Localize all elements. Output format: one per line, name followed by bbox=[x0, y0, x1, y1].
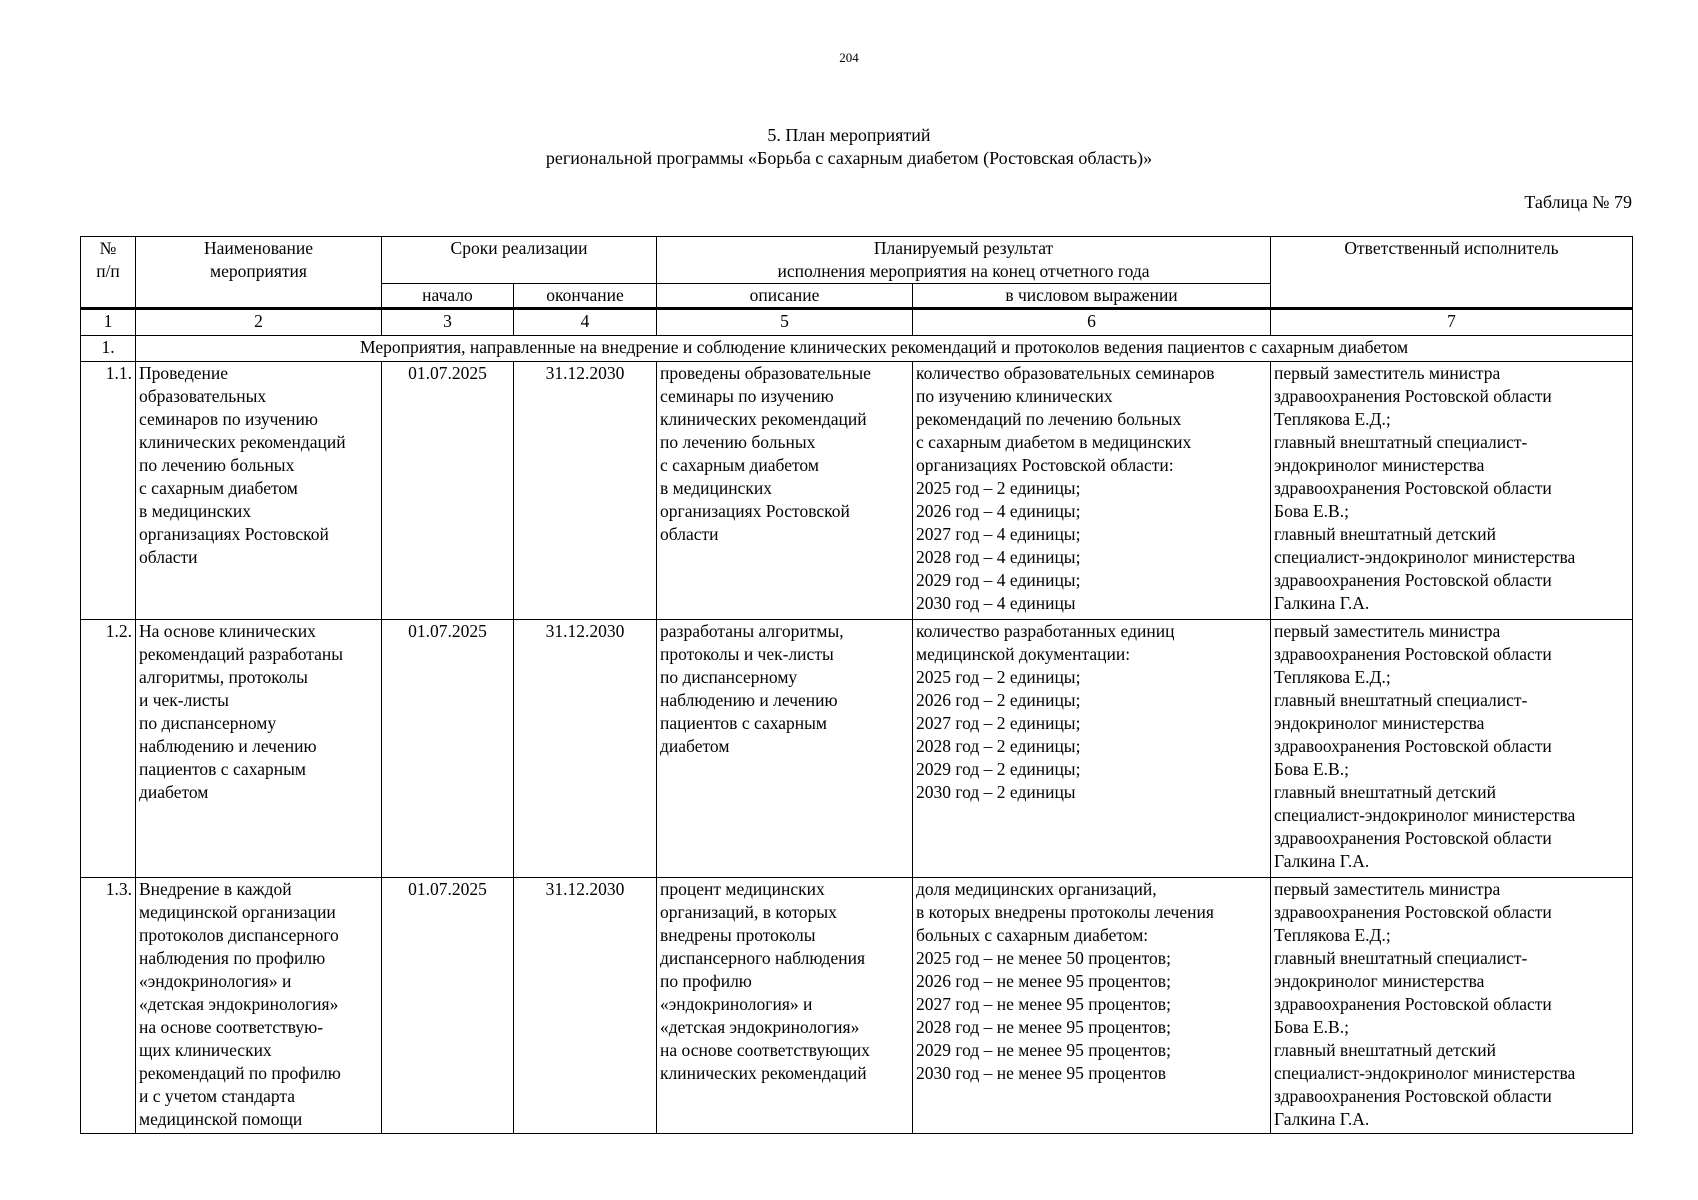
responsible-executor bbox=[1271, 362, 1633, 620]
responsible-line: Галкина Г.А. bbox=[1274, 851, 1370, 871]
title-line-1: 5. План мероприятий bbox=[767, 125, 931, 145]
column-number-row bbox=[81, 309, 1633, 336]
header-num-line: п/п bbox=[96, 261, 120, 281]
result-numeric-line: 2026 год – 2 единицы; bbox=[916, 690, 1081, 710]
result-description-line: диспансерного наблюдения bbox=[660, 948, 865, 968]
start-date: 01.07.2025 bbox=[382, 620, 514, 878]
responsible-line: главный внештатный детский bbox=[1274, 524, 1497, 544]
result-numeric-line: больных с сахарным диабетом: bbox=[916, 925, 1149, 945]
responsible-line: Бова Е.В.; bbox=[1274, 759, 1349, 779]
responsible-line: здравоохранения Ростовской области bbox=[1274, 828, 1552, 848]
result-description bbox=[657, 620, 913, 878]
header-period-end: окончание bbox=[514, 284, 657, 309]
event-name-line: «детская эндокринология» bbox=[139, 994, 339, 1014]
result-numeric-line: 2025 год – не менее 50 процентов; bbox=[916, 948, 1171, 968]
result-numeric-line: 2029 год – 4 единицы; bbox=[916, 570, 1081, 590]
result-numeric-line: количество образовательных семинаров bbox=[916, 363, 1215, 383]
result-numeric bbox=[913, 878, 1271, 1134]
header-num bbox=[81, 237, 136, 309]
header-name-line: мероприятия bbox=[210, 261, 307, 281]
plan-table bbox=[80, 236, 1633, 1134]
event-name-line: образовательных bbox=[139, 386, 267, 406]
result-description bbox=[657, 362, 913, 620]
header-num-line: № bbox=[99, 238, 117, 258]
responsible-line: специалист-эндокринолог министерства bbox=[1274, 805, 1576, 825]
responsible-line: Теплякова Е.Д.; bbox=[1274, 409, 1391, 429]
event-name-line: с сахарным диабетом bbox=[139, 478, 298, 498]
row-number: 1.3. bbox=[81, 878, 136, 1134]
row-number: 1.1. bbox=[81, 362, 136, 620]
event-name-line: по диспансерному bbox=[139, 713, 277, 733]
result-description bbox=[657, 878, 913, 1134]
responsible-line: здравоохранения Ростовской области bbox=[1274, 736, 1552, 756]
event-name-line: Внедрение в каждой bbox=[139, 879, 292, 899]
responsible-line: Галкина Г.А. bbox=[1274, 593, 1370, 613]
result-numeric-line: 2029 год – не менее 95 процентов; bbox=[916, 1040, 1171, 1060]
event-name-line: по лечению больных bbox=[139, 455, 295, 475]
result-description-line: «эндокринология» и bbox=[660, 994, 813, 1014]
event-name-line: организациях Ростовской bbox=[139, 524, 329, 544]
section-row bbox=[81, 336, 1633, 362]
responsible-line: специалист-эндокринолог министерства bbox=[1274, 1063, 1576, 1083]
responsible-line: специалист-эндокринолог министерства bbox=[1274, 547, 1576, 567]
result-numeric bbox=[913, 620, 1271, 878]
event-name-line: медицинской организации bbox=[139, 902, 336, 922]
result-numeric-line: 2030 год – не менее 95 процентов bbox=[916, 1063, 1167, 1083]
start-date: 01.07.2025 bbox=[382, 362, 514, 620]
column-number: 5 bbox=[657, 309, 913, 336]
result-description-line: клинических рекомендаций bbox=[660, 409, 867, 429]
event-name-line: На основе клинических bbox=[139, 621, 316, 641]
result-numeric-line: в которых внедрены протоколы лечения bbox=[916, 902, 1214, 922]
result-description-line: по профилю bbox=[660, 971, 752, 991]
result-numeric-line: 2026 год – 4 единицы; bbox=[916, 501, 1081, 521]
responsible-line: главный внештатный детский bbox=[1274, 782, 1497, 802]
responsible-executor bbox=[1271, 878, 1633, 1134]
result-numeric-line: 2030 год – 4 единицы bbox=[916, 593, 1076, 613]
header-period: Сроки реализации bbox=[382, 237, 657, 284]
result-numeric-line: 2028 год – 2 единицы; bbox=[916, 736, 1081, 756]
event-name-line: протоколов диспансерного bbox=[139, 925, 339, 945]
column-number: 1 bbox=[81, 309, 136, 336]
responsible-line: здравоохранения Ростовской области bbox=[1274, 570, 1552, 590]
table-row bbox=[81, 620, 1633, 878]
header-row-1 bbox=[81, 237, 1633, 284]
result-description-line: процент медицинских bbox=[660, 879, 825, 899]
event-name-line: семинаров по изучению bbox=[139, 409, 318, 429]
responsible-line: первый заместитель министра bbox=[1274, 621, 1501, 641]
responsible-line: здравоохранения Ростовской области bbox=[1274, 478, 1552, 498]
table-body bbox=[81, 362, 1633, 1134]
result-description-line: организаций, в которых bbox=[660, 902, 837, 922]
result-description-line: на основе соответствующих bbox=[660, 1040, 870, 1060]
result-description-line: проведены образовательные bbox=[660, 363, 871, 383]
responsible-line: Теплякова Е.Д.; bbox=[1274, 925, 1391, 945]
responsible-line: главный внештатный специалист- bbox=[1274, 432, 1528, 452]
event-name-line: рекомендаций разработаны bbox=[139, 644, 344, 664]
event-name-line: и с учетом стандарта bbox=[139, 1086, 296, 1106]
event-name bbox=[136, 878, 382, 1134]
header-responsible: Ответственный исполнитель bbox=[1271, 237, 1633, 309]
result-numeric-line: рекомендаций по лечению больных bbox=[916, 409, 1182, 429]
responsible-line: эндокринолог министерства bbox=[1274, 971, 1485, 991]
result-description-line: области bbox=[660, 524, 719, 544]
event-name-line: наблюдения по профилю bbox=[139, 948, 326, 968]
event-name-line: щих клинических bbox=[139, 1040, 272, 1060]
title-line-2: региональной программы «Борьба с сахарным диабетом (Ростовская область)» bbox=[545, 148, 1153, 168]
responsible-line: главный внештатный специалист- bbox=[1274, 948, 1528, 968]
result-description-line: с сахарным диабетом bbox=[660, 455, 819, 475]
header-period-start: начало bbox=[382, 284, 514, 309]
result-description-line: клинических рекомендаций bbox=[660, 1063, 867, 1083]
result-numeric bbox=[913, 362, 1271, 620]
column-number: 3 bbox=[382, 309, 514, 336]
header-name-line: Наименование bbox=[203, 238, 314, 258]
event-name-line: рекомендаций по профилю bbox=[139, 1063, 341, 1083]
responsible-line: главный внештатный специалист- bbox=[1274, 690, 1528, 710]
result-description-line: в медицинских bbox=[660, 478, 773, 498]
document-title bbox=[0, 124, 1698, 170]
result-numeric-line: по изучению клинических bbox=[916, 386, 1113, 406]
column-number: 7 bbox=[1271, 309, 1633, 336]
result-description-line: внедрены протоколы bbox=[660, 925, 816, 945]
result-numeric-line: 2028 год – не менее 95 процентов; bbox=[916, 1017, 1171, 1037]
table-row bbox=[81, 878, 1633, 1134]
result-numeric-line: количество разработанных единиц bbox=[916, 621, 1175, 641]
result-numeric-line: 2025 год – 2 единицы; bbox=[916, 478, 1081, 498]
event-name-line: медицинской помощи bbox=[139, 1109, 303, 1129]
start-date: 01.07.2025 bbox=[382, 878, 514, 1134]
responsible-line: первый заместитель министра bbox=[1274, 879, 1501, 899]
event-name bbox=[136, 362, 382, 620]
responsible-line: Галкина Г.А. bbox=[1274, 1109, 1370, 1129]
responsible-line: здравоохранения Ростовской области bbox=[1274, 644, 1552, 664]
section-number: 1. bbox=[81, 336, 136, 362]
column-number: 4 bbox=[514, 309, 657, 336]
result-numeric-line: 2029 год – 2 единицы; bbox=[916, 759, 1081, 779]
result-numeric-line: 2028 год – 4 единицы; bbox=[916, 547, 1081, 567]
column-number: 6 bbox=[913, 309, 1271, 336]
responsible-line: Бова Е.В.; bbox=[1274, 1017, 1349, 1037]
result-description-line: разработаны алгоритмы, bbox=[660, 621, 844, 641]
event-name-line: «эндокринология» и bbox=[139, 971, 292, 991]
result-description-line: по диспансерному bbox=[660, 667, 798, 687]
responsible-line: здравоохранения Ростовской области bbox=[1274, 1086, 1552, 1106]
result-description-line: по лечению больных bbox=[660, 432, 816, 452]
result-description-line: организациях Ростовской bbox=[660, 501, 850, 521]
table-number: Таблица № 79 bbox=[1524, 192, 1632, 212]
end-date: 31.12.2030 bbox=[514, 878, 657, 1134]
event-name bbox=[136, 620, 382, 878]
responsible-line: здравоохранения Ростовской области bbox=[1274, 902, 1552, 922]
event-name-line: диабетом bbox=[139, 782, 209, 802]
event-name-line: на основе соответствую- bbox=[139, 1017, 324, 1037]
responsible-line: эндокринолог министерства bbox=[1274, 713, 1485, 733]
column-number: 2 bbox=[136, 309, 382, 336]
result-numeric-line: организациях Ростовской области: bbox=[916, 455, 1174, 475]
responsible-line: здравоохранения Ростовской области bbox=[1274, 386, 1552, 406]
responsible-line: Бова Е.В.; bbox=[1274, 501, 1349, 521]
result-numeric-line: 2030 год – 2 единицы bbox=[916, 782, 1076, 802]
result-description-line: пациентов с сахарным bbox=[660, 713, 827, 733]
result-numeric-line: медицинской документации: bbox=[916, 644, 1131, 664]
result-numeric-line: 2027 год – 2 единицы; bbox=[916, 713, 1081, 733]
responsible-executor bbox=[1271, 620, 1633, 878]
header-result bbox=[657, 237, 1271, 284]
table-row bbox=[81, 362, 1633, 620]
responsible-line: эндокринолог министерства bbox=[1274, 455, 1485, 475]
event-name-line: пациентов с сахарным bbox=[139, 759, 306, 779]
event-name-line: клинических рекомендаций bbox=[139, 432, 346, 452]
header-name bbox=[136, 237, 382, 309]
section-title: Мероприятия, направленные на внедрение и соблюдение клинических рекомендаций и протоколов ведения пациентов с сахарным диабетом bbox=[136, 336, 1633, 362]
result-description-line: семинары по изучению bbox=[660, 386, 834, 406]
responsible-line: главный внештатный детский bbox=[1274, 1040, 1497, 1060]
result-numeric-line: 2025 год – 2 единицы; bbox=[916, 667, 1081, 687]
event-name-line: области bbox=[139, 547, 198, 567]
result-description-line: «детская эндокринология» bbox=[660, 1017, 860, 1037]
header-result-line: Планируемый результат bbox=[873, 238, 1054, 258]
result-description-line: протоколы и чек-листы bbox=[660, 644, 834, 664]
event-name-line: и чек-листы bbox=[139, 690, 229, 710]
header-result-line: исполнения мероприятия на конец отчетного года bbox=[777, 261, 1150, 281]
header-result-description: описание bbox=[657, 284, 913, 309]
end-date: 31.12.2030 bbox=[514, 362, 657, 620]
event-name-line: наблюдению и лечению bbox=[139, 736, 317, 756]
page-number: 204 bbox=[839, 50, 859, 65]
result-numeric-line: 2027 год – 4 единицы; bbox=[916, 524, 1081, 544]
result-numeric-line: с сахарным диабетом в медицинских bbox=[916, 432, 1192, 452]
header-result-numeric: в числовом выражении bbox=[913, 284, 1271, 309]
result-numeric-line: 2026 год – не менее 95 процентов; bbox=[916, 971, 1171, 991]
event-name-line: в медицинских bbox=[139, 501, 251, 521]
responsible-line: первый заместитель министра bbox=[1274, 363, 1501, 383]
result-description-line: наблюдению и лечению bbox=[660, 690, 838, 710]
result-description-line: диабетом bbox=[660, 736, 730, 756]
end-date: 31.12.2030 bbox=[514, 620, 657, 878]
row-number: 1.2. bbox=[81, 620, 136, 878]
responsible-line: Теплякова Е.Д.; bbox=[1274, 667, 1391, 687]
event-name-line: алгоритмы, протоколы bbox=[139, 667, 308, 687]
event-name-line: Проведение bbox=[139, 363, 229, 383]
responsible-line: здравоохранения Ростовской области bbox=[1274, 994, 1552, 1014]
result-numeric-line: доля медицинских организаций, bbox=[916, 879, 1157, 899]
result-numeric-line: 2027 год – не менее 95 процентов; bbox=[916, 994, 1171, 1014]
